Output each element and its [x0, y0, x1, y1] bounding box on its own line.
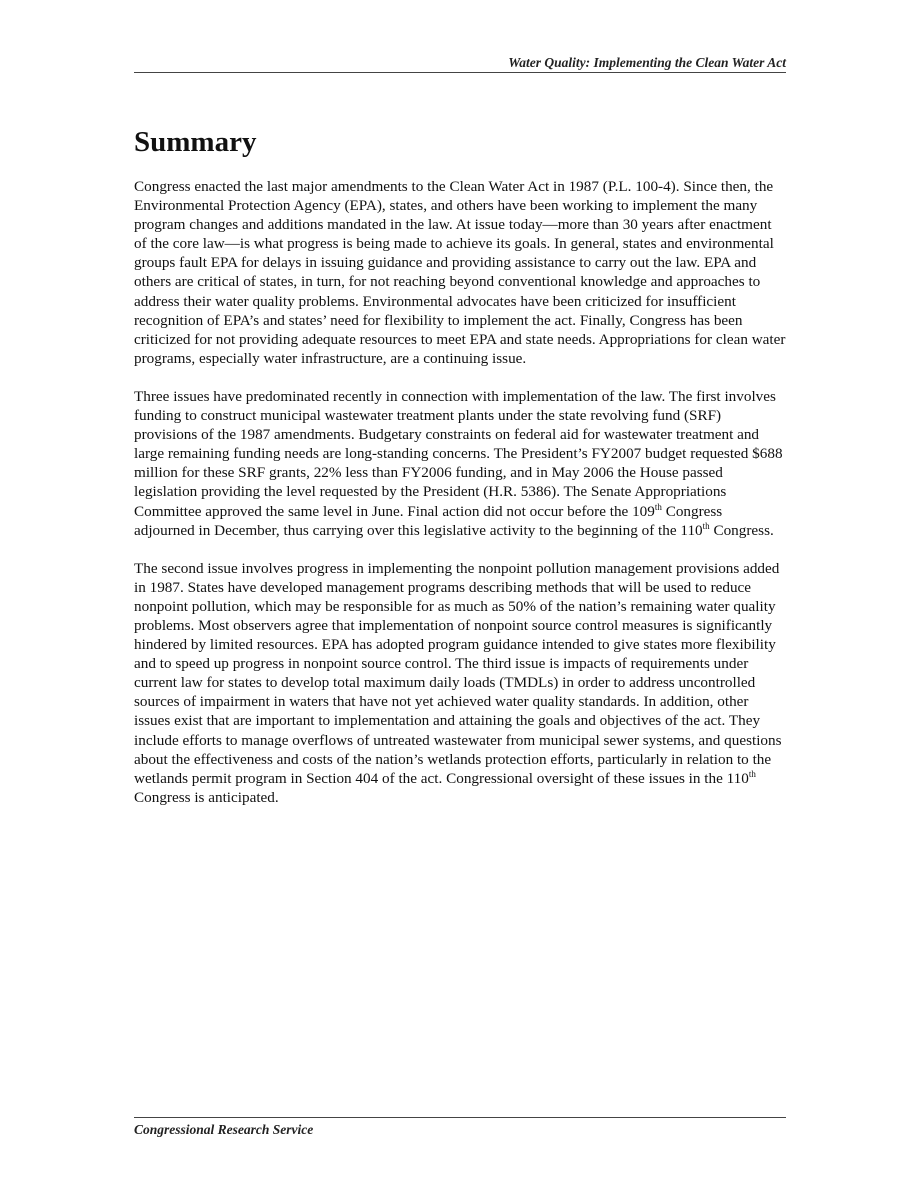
superscript-th: th: [702, 520, 710, 531]
section-title: Summary: [134, 126, 257, 158]
paragraph-2: [134, 387, 786, 540]
superscript-th: th: [654, 501, 662, 512]
summary-body: [134, 177, 786, 826]
header-rule: [134, 72, 786, 73]
paragraph-3-text-b: Congress is anticipated.: [134, 788, 279, 806]
paragraph-2-text-c: Congress.: [709, 521, 774, 539]
paragraph-2-text-a: Three issues have predominated recently in connection with implementation of the law. The first involves funding to construct municipal wastewater treatment plants under the state revolving fund (SRF) provisions of the 1987 amendments. Budgetary constraints on federal aid for wastewater treatment and large remaining funding needs are long-standing concerns. The President’s FY2007 budget requested $688 million for these SRF grants, 22% less than FY2006 funding, and in May 2006 the House passed legislation providing the level requested by the President (H.R. 5386). The Senate Appropriations Committee approved the same level in June. Final action did not occur before the 109: [134, 387, 783, 520]
paragraph-1: Congress enacted the last major amendments to the Clean Water Act in 1987 (P.L. 100-4). Since then, the Environmental Protection Agency (EPA), states, and others have been working to implement the many program changes and additions mandated in the law. At issue today—more than 30 years after enactment of the core law—is what progress is being made to achieve its goals. In general, states and environmental groups fault EPA for delays in issuing guidance and providing assistance to carry out the law. EPA and others are critical of states, in turn, for not reaching beyond conventional knowledge and approaches to address their water quality problems. Environmental advocates have been criticized for insufficient recognition of EPA’s and states’ need for flexibility to implement the act. Finally, Congress has been criticized for not providing adequate resources to meet EPA and state needs. Appropriations for clean water programs, especially water infrastructure, are a continuing issue.: [134, 178, 786, 367]
footer-rule: [134, 1117, 786, 1118]
paragraph-3: [134, 559, 786, 807]
paragraph-3-text-a: The second issue involves progress in implementing the nonpoint pollution management provisions added in 1987. States have developed management programs describing methods that will be used to reduce nonpoint pollution, which may be responsible for as much as 50% of the nation’s remaining water quality problems. Most observers agree that implementation of nonpoint source control measures is significantly hindered by limited resources. EPA has adopted program guidance intended to give states more flexibility and to speed up progress in nonpoint source control. The third issue is impacts of requirements under current law for states to develop total maximum daily loads (TMDLs) in order to address uncontrolled sources of impairment in waters that have not yet achieved water quality standards. In addition, other issues exist that are important to implementation and attaining the goals and objectives of the act. They include efforts to manage overflows of untreated wastewater from municipal sewer systems, and questions about the effectiveness and costs of the nation’s wetlands protection efforts, particularly in relation to the wetlands permit program in Section 404 of the act. Congressional oversight of these issues in the 110: [134, 559, 782, 787]
footer-publisher: Congressional Research Service: [134, 1122, 314, 1137]
superscript-th: th: [748, 768, 756, 779]
running-header: Water Quality: Implementing the Clean Water Act: [508, 55, 786, 70]
paragraph-2-text-b: Congress adjourned in December, thus carrying over this legislative activity to the beginning of the 110: [134, 502, 723, 539]
